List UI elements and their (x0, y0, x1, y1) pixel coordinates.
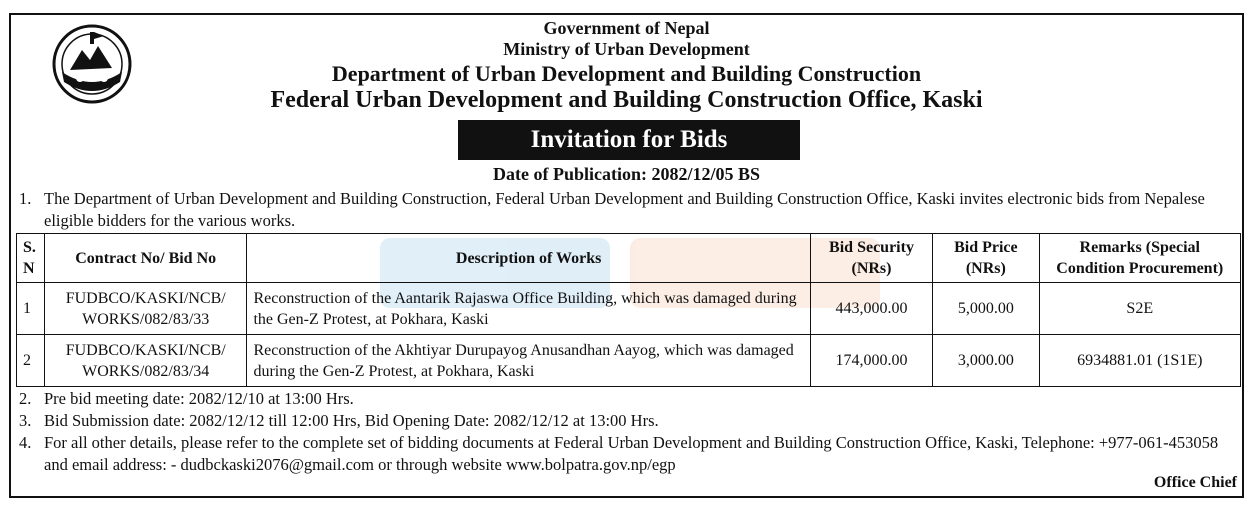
cell-description: Reconstruction of the Aantarik Rajaswa Office Building, which was damaged during the Gen-Z Protest, at Pokhara, Kaski (247, 283, 810, 335)
bids-table (16, 233, 1241, 387)
header-ministry: Ministry of Urban Development (503, 39, 750, 59)
item-number: 3. (19, 411, 32, 430)
publication-date: Date of Publication: 2082/12/05 BS (492, 164, 760, 184)
cell-sn: 2 (17, 335, 45, 387)
cell-description: Reconstruction of the Akhtiyar Durupayog Anusandhan Aayog, which was damaged during the Gen-Z Protest, at Pokhara, Kaski (247, 335, 810, 387)
cell-remarks: S2E (1039, 283, 1240, 335)
header-sn: S. N (17, 234, 45, 283)
header-bid-price: Bid Price (NRs) (933, 234, 1039, 283)
cell-bid-security: 174,000.00 (810, 335, 932, 387)
table-row (17, 335, 1241, 387)
header-bid-security: Bid Security (NRs) (810, 234, 932, 283)
signature-office-chief: Office Chief (1153, 474, 1237, 491)
notice-title: Invitation for Bids (458, 120, 800, 160)
table-row (17, 283, 1241, 335)
header-description: Description of Works (247, 234, 810, 283)
cell-bid-price: 3,000.00 (933, 335, 1039, 387)
header-remarks: Remarks (Special Condition Procurement) (1039, 234, 1240, 283)
header-department: Department of Urban Development and Building Construction (331, 61, 922, 86)
cell-bid-price: 5,000.00 (933, 283, 1039, 335)
item-number: 2. (19, 389, 32, 408)
item-text: For all other details, please refer to the complete set of bidding documents at Federal Urban Development and Building Construction Office, Kaski, Telephone: +977-061-453058 and email address: - dudbckaski2076@gmail.com or through website www.bolpatra.gov.np/egp (44, 433, 1219, 474)
item-number: 4. (19, 433, 32, 452)
header-office: Federal Urban Development and Building Construction Office, Kaski (270, 87, 983, 113)
item-text: Pre bid meeting date: 2082/12/10 at 13:00 Hrs. (44, 389, 354, 408)
cell-remarks: 6934881.01 (1S1E) (1039, 335, 1240, 387)
cell-contract: FUDBCO/KASKI/NCB/ WORKS/082/83/33 (44, 283, 247, 335)
header-contract: Contract No/ Bid No (44, 234, 247, 283)
item-text: Bid Submission date: 2082/12/12 till 12:00 Hrs, Bid Opening Date: 2082/12/12 at 13:00 Hrs. (44, 411, 659, 430)
item-number: 1. (19, 189, 32, 208)
item-text: The Department of Urban Development and Building Construction, Federal Urban Development and Building Construction Office, Kaski invites electronic bids from Nepalese eligible bidders for the various works. (44, 189, 1205, 230)
cell-sn: 1 (17, 283, 45, 335)
table-header-row (17, 234, 1241, 283)
header-government: Government of Nepal (543, 18, 710, 38)
cell-bid-security: 443,000.00 (810, 283, 932, 335)
cell-contract: FUDBCO/KASKI/NCB/ WORKS/082/83/34 (44, 335, 247, 387)
